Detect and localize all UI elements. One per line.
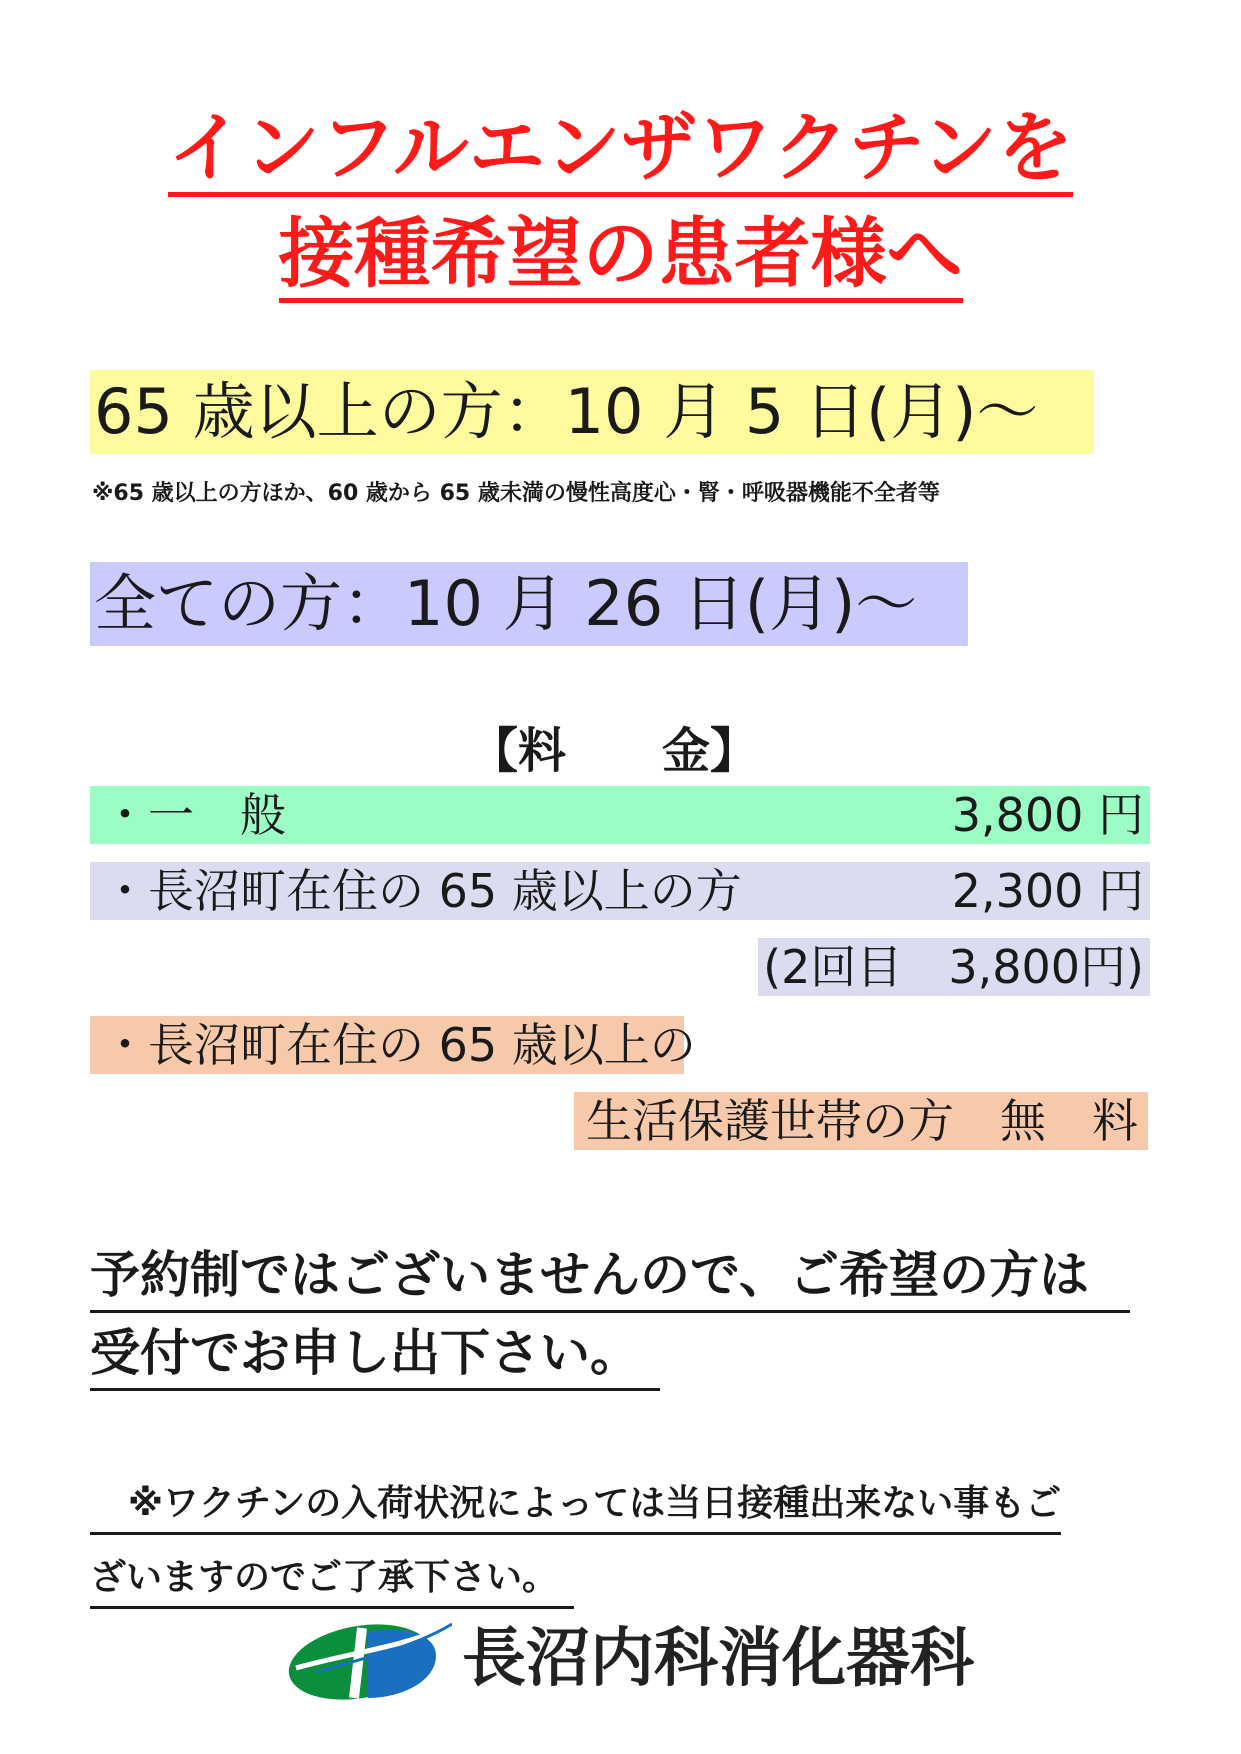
- fee-row-general: [90, 786, 1150, 844]
- reservation-notice-line-1: 予約制ではございませんので、ご希望の方は: [90, 1250, 1130, 1313]
- fee-row-welfare-line-1: [90, 1016, 696, 1074]
- fee-heading: 【料 金】: [470, 723, 759, 779]
- title-line-1: インフルエンザワクチンを: [0, 110, 1241, 197]
- fee-row-senior-resident: [90, 862, 1150, 920]
- reservation-notice-line-2: 受付でお申し出下さい。: [90, 1328, 660, 1391]
- fee-label: 生活保護世帯の方 無 料: [586, 1094, 1138, 1148]
- fee-amount: 2,300 円: [951, 864, 1144, 918]
- clinic-name: 長沼内科消化器科: [462, 1622, 974, 1696]
- stock-notice-line-1: ※ワクチンの入荷状況によっては当日接種出来ない事もご: [90, 1486, 1061, 1535]
- general-start-date: 全ての方：10 月 26 日(月)～: [90, 562, 968, 646]
- fee-label: ・長沼町在住の 65 歳以上の方: [102, 864, 742, 918]
- stock-notice-line-2: ざいますのでご了承下さい。: [90, 1560, 574, 1609]
- fee-label: ・長沼町在住の 65 歳以上の: [102, 1018, 696, 1072]
- fee-row-second-dose: [758, 938, 1150, 996]
- fee-row-welfare-line-2: [574, 1092, 1148, 1150]
- senior-start-date: 65 歳以上の方：10 月 5 日(月)～: [90, 370, 1094, 454]
- fee-amount: (2回目 3,800円): [763, 940, 1144, 994]
- title-line-2: 接種希望の患者様へ: [0, 216, 1241, 303]
- clinic-logo-icon: [276, 1618, 452, 1706]
- fee-label: ・一 般: [102, 788, 286, 842]
- senior-eligibility-note: ※65 歳以上の方ほか、60 歳から 65 歳未満の慢性高度心・腎・呼吸器機能不全者等: [92, 481, 940, 506]
- fee-amount: 3,800 円: [951, 788, 1144, 842]
